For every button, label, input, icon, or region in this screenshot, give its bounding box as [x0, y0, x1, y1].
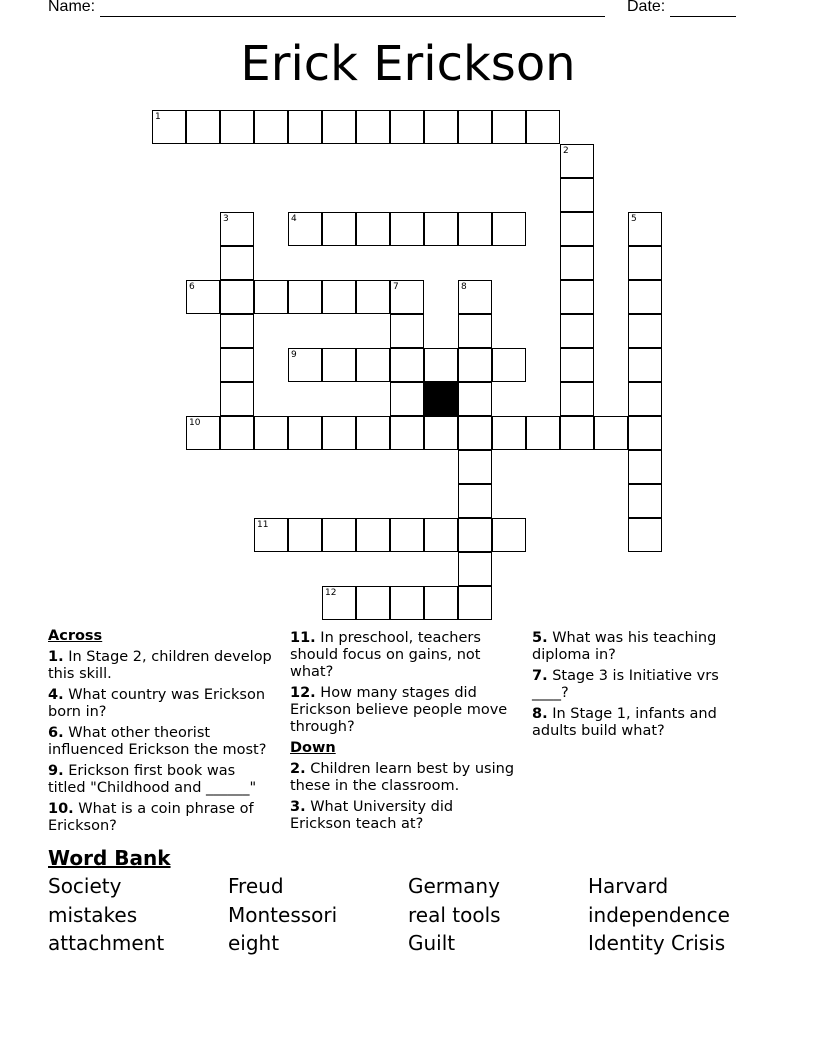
clue-across-1: 1. In Stage 2, children develop this skill. — [48, 649, 272, 682]
grid-cell[interactable] — [458, 382, 492, 416]
grid-cell[interactable] — [288, 416, 322, 450]
grid-cell[interactable] — [628, 484, 662, 518]
cell-number: 5 — [631, 214, 637, 224]
clue-across-9: 9. Erickson first book was titled "Childhood and ______" — [48, 763, 257, 796]
grid-cell[interactable] — [220, 246, 254, 280]
grid-cell[interactable] — [458, 212, 492, 246]
grid-cell[interactable] — [220, 348, 254, 382]
grid-cell[interactable] — [560, 178, 594, 212]
grid-cell[interactable] — [628, 416, 662, 450]
clue-across-11: 11. In preschool, teachers should focus on gains, not what? — [290, 630, 481, 680]
cell-number: 11 — [257, 520, 269, 530]
clue-down-2: 2. Children learn best by using these in the classroom. — [290, 761, 515, 794]
grid-cell[interactable] — [288, 348, 322, 382]
grid-cell[interactable] — [458, 552, 492, 586]
cell-number: 1 — [155, 112, 161, 122]
grid-cell[interactable] — [628, 382, 662, 416]
grid-cell[interactable] — [356, 110, 390, 144]
across-heading: Across — [48, 628, 103, 644]
name-field[interactable] — [48, 0, 605, 17]
grid-cell[interactable] — [322, 586, 356, 620]
grid-cell[interactable] — [390, 212, 424, 246]
clues-column-2 — [290, 630, 518, 837]
grid-cell[interactable] — [186, 110, 220, 144]
grid-cell[interactable] — [288, 518, 322, 552]
cell-number: 10 — [189, 418, 201, 428]
grid-cell[interactable] — [390, 586, 424, 620]
grid-cell[interactable] — [152, 110, 186, 144]
clues-column-1 — [48, 628, 273, 839]
grid-cell[interactable] — [560, 314, 594, 348]
grid-cell[interactable] — [390, 348, 424, 382]
grid-cell[interactable] — [560, 246, 594, 280]
grid-cell[interactable] — [390, 314, 424, 348]
grid-cell[interactable] — [628, 518, 662, 552]
grid-cell[interactable] — [220, 280, 254, 314]
grid-cell[interactable] — [492, 518, 526, 552]
word-bank-item: Montessori — [228, 903, 338, 927]
word-bank-item: Harvard — [588, 874, 669, 898]
grid-cell[interactable] — [390, 416, 424, 450]
grid-cell[interactable] — [424, 110, 458, 144]
word-bank-item: Germany — [408, 874, 500, 898]
word-bank-item: mistakes — [48, 903, 138, 927]
clue-down-3: 3. What University did Erickson teach at? — [290, 799, 454, 832]
word-bank-item: Identity Crisis — [588, 931, 726, 955]
grid-cell[interactable] — [458, 484, 492, 518]
cell-number: 9 — [291, 350, 297, 360]
grid-cell[interactable] — [560, 212, 594, 246]
grid-cell[interactable] — [356, 280, 390, 314]
grid-cell[interactable] — [560, 144, 594, 178]
grid-cell[interactable] — [254, 518, 288, 552]
grid-cell[interactable] — [628, 348, 662, 382]
grid-cell[interactable] — [390, 280, 424, 314]
grid-cell[interactable] — [424, 212, 458, 246]
clue-down-5: 5. What was his teaching diploma in? — [532, 630, 717, 663]
grid-cell[interactable] — [492, 110, 526, 144]
grid-cell[interactable] — [288, 110, 322, 144]
grid-cell[interactable] — [458, 586, 492, 620]
grid-cell[interactable] — [254, 110, 288, 144]
grid-cell[interactable] — [220, 212, 254, 246]
grid-cell[interactable] — [390, 382, 424, 416]
clues-column-3 — [532, 630, 732, 744]
grid-cell[interactable] — [458, 314, 492, 348]
grid-cell[interactable] — [322, 110, 356, 144]
grid-cell[interactable] — [356, 212, 390, 246]
word-bank-item: real tools — [408, 903, 501, 927]
grid-cell[interactable] — [458, 348, 492, 382]
grid-cell[interactable] — [628, 280, 662, 314]
grid-cell[interactable] — [560, 348, 594, 382]
grid-cell[interactable] — [458, 110, 492, 144]
grid-cell[interactable] — [356, 416, 390, 450]
grid-cell[interactable] — [458, 450, 492, 484]
grid-cell[interactable] — [322, 348, 356, 382]
grid-cell[interactable] — [492, 348, 526, 382]
cell-number: 12 — [325, 588, 337, 598]
grid-cell[interactable] — [220, 416, 254, 450]
word-bank-item: Society — [48, 874, 122, 898]
cell-number: 3 — [223, 214, 229, 224]
name-line — [100, 0, 605, 17]
grid-cell[interactable] — [424, 348, 458, 382]
grid-cell[interactable] — [220, 314, 254, 348]
cell-number: 4 — [291, 214, 297, 224]
grid-cell[interactable] — [220, 110, 254, 144]
page-title: Erick Erickson — [240, 36, 576, 92]
grid-cell[interactable] — [594, 416, 628, 450]
grid-cell[interactable] — [390, 518, 424, 552]
word-bank-title: Word Bank — [48, 846, 171, 870]
grid-cell[interactable] — [526, 416, 560, 450]
grid-cell[interactable] — [526, 110, 560, 144]
clue-down-7: 7. Stage 3 is Initiative vrs ____? — [532, 668, 719, 701]
grid-cell[interactable] — [560, 382, 594, 416]
word-bank-item: independence — [588, 903, 730, 927]
grid-cell[interactable] — [322, 280, 356, 314]
grid-cell[interactable] — [356, 348, 390, 382]
word-bank-item: Guilt — [408, 931, 456, 955]
cell-number: 2 — [563, 146, 569, 156]
grid-cell[interactable] — [458, 416, 492, 450]
clue-across-12: 12. How many stages did Erickson believe people move through? — [290, 685, 508, 735]
grid-cell[interactable] — [628, 246, 662, 280]
grid-cell[interactable] — [458, 518, 492, 552]
cell-number: 8 — [461, 282, 467, 292]
grid-cell[interactable] — [220, 382, 254, 416]
grid-cell[interactable] — [628, 212, 662, 246]
grid-cell[interactable] — [186, 280, 220, 314]
grid-cell[interactable] — [356, 586, 390, 620]
grid-cell[interactable] — [560, 280, 594, 314]
grid-cell[interactable] — [424, 586, 458, 620]
clue-across-4: 4. What country was Erickson born in? — [48, 687, 266, 720]
word-bank-item: attachment — [48, 931, 165, 955]
clue-across-10: 10. What is a coin phrase of Erickson? — [48, 801, 254, 834]
grid-cell[interactable] — [628, 450, 662, 484]
grid-cell[interactable] — [390, 110, 424, 144]
grid-cell[interactable] — [254, 280, 288, 314]
down-heading: Down — [290, 740, 336, 756]
grid-cell[interactable] — [322, 518, 356, 552]
grid-cell[interactable] — [424, 416, 458, 450]
grid-cell[interactable] — [628, 314, 662, 348]
grid-cell[interactable] — [254, 416, 288, 450]
black-cell — [424, 382, 458, 416]
grid-cell[interactable] — [322, 416, 356, 450]
grid-cell[interactable] — [356, 518, 390, 552]
word-bank-item: eight — [228, 931, 280, 955]
cell-number: 6 — [189, 282, 195, 292]
grid-cell[interactable] — [322, 212, 356, 246]
date-label: Date: — [627, 0, 666, 15]
grid-cell[interactable] — [492, 212, 526, 246]
date-field[interactable] — [627, 0, 736, 17]
word-bank-item: Freud — [228, 874, 284, 898]
date-line — [670, 0, 736, 17]
grid-cell[interactable] — [288, 280, 322, 314]
clue-down-8: 8. In Stage 1, infants and adults build what? — [532, 706, 717, 739]
cell-number: 7 — [393, 282, 399, 292]
grid-cell[interactable] — [186, 416, 220, 450]
grid-cell[interactable] — [458, 280, 492, 314]
grid-cell[interactable] — [560, 416, 594, 450]
grid-cell[interactable] — [424, 518, 458, 552]
name-label: Name: — [48, 0, 96, 15]
clue-across-6: 6. What other theorist influenced Erickson the most? — [48, 725, 267, 758]
grid-cell[interactable] — [288, 212, 322, 246]
grid-cell[interactable] — [492, 416, 526, 450]
